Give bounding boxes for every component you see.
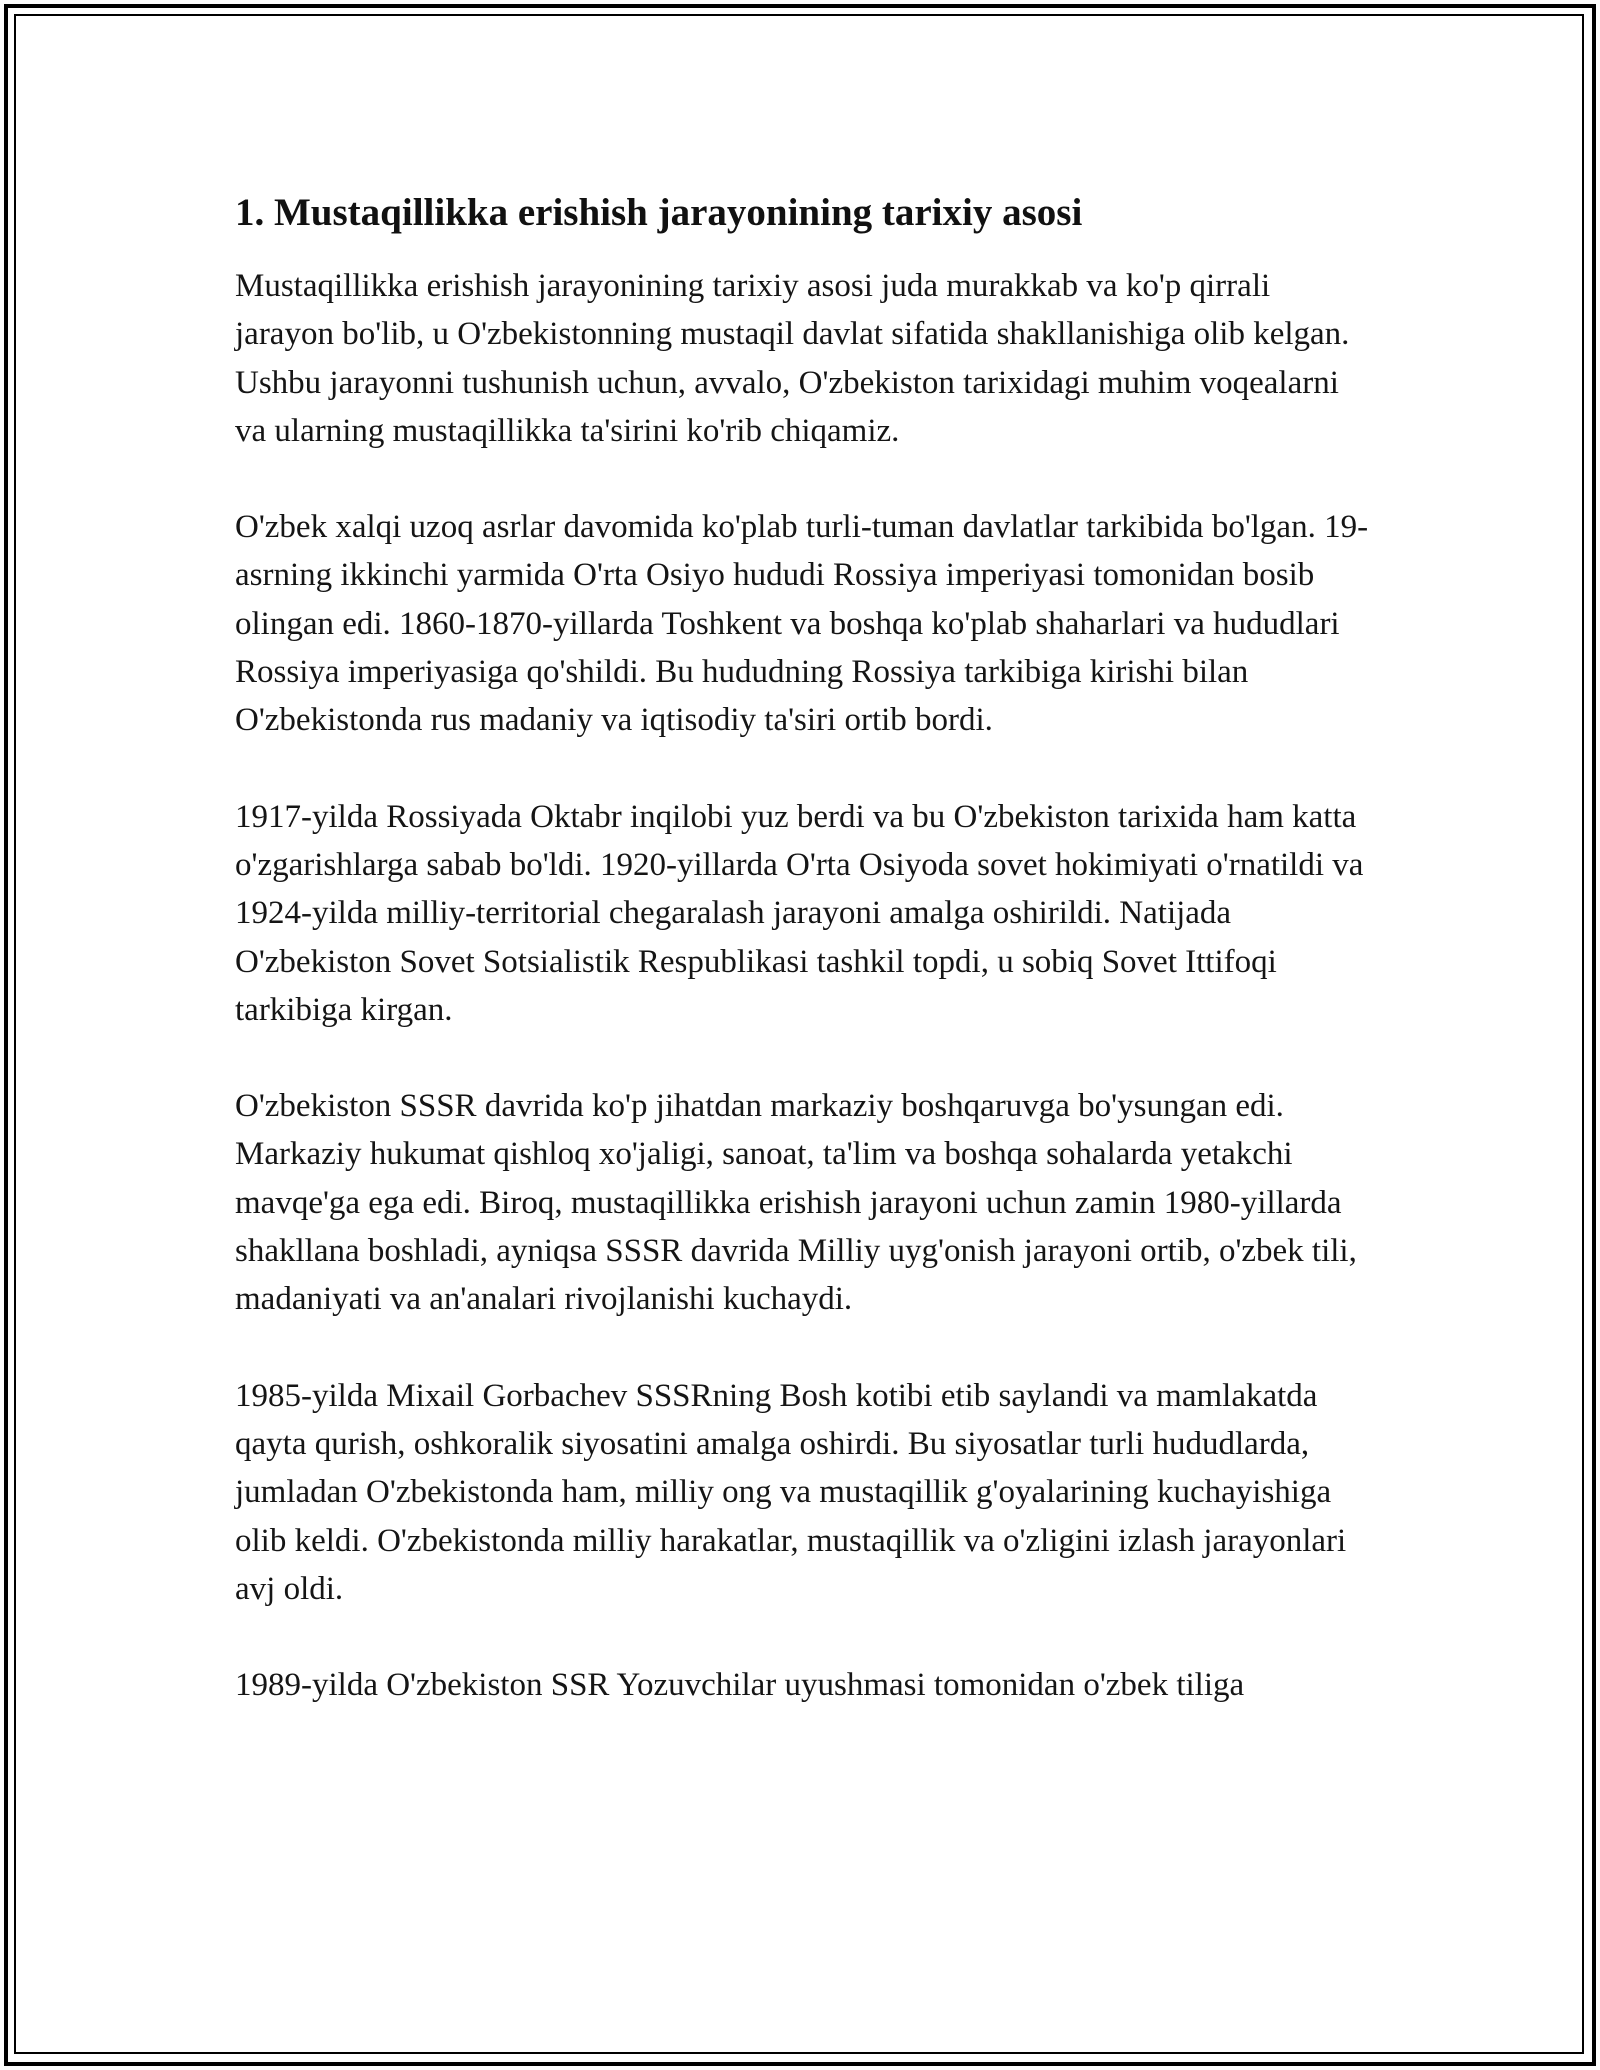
section-heading: 1. Mustaqillikka erishish jarayonining tarixiy asosi bbox=[235, 191, 1083, 234]
paragraph-1: Mustaqillikka erishish jarayonining tarixiy asosi juda murakkab va ko'p qirrali jarayon bo'lib, u O'zbekistonning mustaqil davlat sifatida shakllanishiga olib kelgan. Ushbu jarayonni tushunish uchun, avvalo, O'zbekiston tarixidagi muhim voqealarni va ularning mustaqillikka ta'sirini ko'rib chiqamiz. bbox=[235, 268, 1350, 449]
paragraph-2: O'zbek xalqi uzoq asrlar davomida ko'plab turli-tuman davlatlar tarkibida bo'lgan. 19-asrning ikkinchi yarmida O'rta Osiyo hududi Rossiya imperiyasi tomonidan bosib olingan edi. 1860-1870-yillarda Toshkent va boshqa ko'plab shaharlari va hududlari Rossiya imperiyasiga qo'shildi. Bu hududning Rossiya tarkibiga kirishi bilan O'zbekistonda rus madaniy va iqtisodiy ta'siri ortib bordi. bbox=[235, 509, 1369, 739]
paragraph-5: 1985-yilda Mixail Gorbachev SSSRning Bosh kotibi etib saylandi va mamlakatda qayta qurish, oshkoralik siyosatini amalga oshirdi. Bu siyosatlar turli hududlarda, jumladan O'zbekistonda ham, milliy ong va mustaqillik g'oyalarining kuchayishiga olib keldi. O'zbekistonda milliy harakatlar, mustaqillik va o'zligini izlash jarayonlari avj oldi. bbox=[235, 1377, 1347, 1607]
document-body bbox=[235, 188, 1375, 1757]
paragraph-3: 1917-yilda Rossiyada Oktabr inqilobi yuz berdi va bu O'zbekiston tarixida ham katta o'zgarishlarga sabab bo'ldi. 1920-yillarda O'rta Osiyoda sovet hokimiyati o'rnatildi va 1924-yilda milliy-territorial chegaralash jarayoni amalga oshirildi. Natijada O'zbekiston Sovet Sotsialistik Respublikasi tashkil topdi, u sobiq Sovet Ittifoqi tarkibiga kirgan. bbox=[235, 798, 1364, 1028]
paragraph-4: O'zbekiston SSSR davrida ko'p jihatdan markaziy boshqaruvga bo'ysungan edi. Markaziy hukumat qishloq xo'jaligi, sanoat, ta'lim va boshqa sohalarda yetakchi mavqe'ga ega edi. Biroq, mustaqillikka erishish jarayoni uchun zamin 1980-yillarda shakllana boshladi, ayniqsa SSSR davrida Milliy uyg'onish jarayoni ortib, o'zbek tili, madaniyati va an'analari rivojlanishi kuchaydi. bbox=[235, 1088, 1357, 1318]
paragraph-6: 1989-yilda O'zbekiston SSR Yozuvchilar uyushmasi tomonidan o'zbek tiliga bbox=[235, 1667, 1245, 1704]
